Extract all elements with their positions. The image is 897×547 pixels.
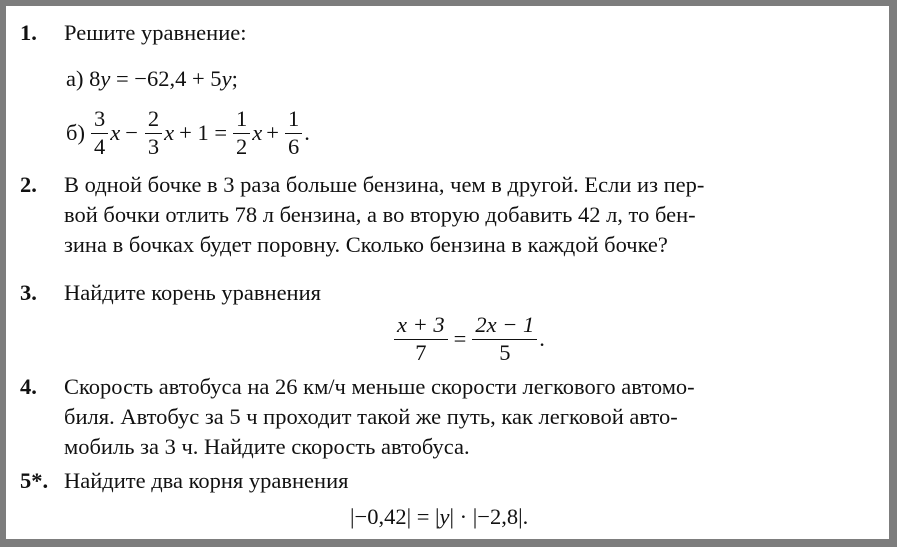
task-1b-x3: x [252, 120, 263, 145]
task-1a-var2: y [221, 66, 232, 91]
task-2-line-3: зина в бочках будет поровну. Сколько бензина в каждой бочке? [64, 232, 668, 257]
task-1b-fraction-4: $\frac{1}{6}$ [285, 108, 302, 158]
task-1b-fraction-2: $\frac{2}{3}$ [145, 108, 162, 158]
task-1b-fraction-1: $\frac{3}{4}$ [91, 108, 108, 158]
worksheet-page [6, 6, 889, 539]
task-1-number: 1. [20, 20, 37, 45]
task-5-eq-part2: | · |−2,8|. [449, 504, 529, 529]
task-4-line-1: Скорость автобуса на 26 км/ч меньше скорости легкового автомо- [64, 374, 695, 399]
task-1a-end: ; [231, 66, 238, 91]
task-2-line-1: В одной бочке в 3 раза больше бензина, чем в другой. Если из пер- [64, 172, 705, 197]
task-1b-equation [66, 108, 310, 158]
task-1b-fraction-3: $\frac{1}{2}$ [233, 108, 250, 158]
task-5-equation [350, 502, 528, 532]
task-1b-end: . [304, 120, 310, 145]
task-3-right-fraction: $\frac{2x - 1}{5}$ [472, 314, 537, 364]
task-5-eq-var: y [439, 504, 450, 529]
task-1b-x1: x [110, 120, 121, 145]
task-4-line-3: мобиль за 3 ч. Найдите скорость автобуса. [64, 434, 470, 459]
task-3-left-fraction: $\frac{x + 3}{7}$ [394, 314, 448, 364]
task-1a-equation [66, 64, 238, 94]
task-1a-var: y [100, 66, 111, 91]
task-4-text [64, 372, 884, 462]
task-2-text [64, 170, 884, 260]
task-1b-minus: − [125, 120, 138, 145]
task-5-number: 5*. [20, 468, 49, 493]
task-5-eq-part1: |−0,42| = | [350, 504, 440, 529]
task-1b-x2: x [164, 120, 175, 145]
task-1a-rest: = −62,4 + 5 [110, 66, 222, 91]
task-1b-label: б) [66, 120, 85, 145]
task-1a-coef: 8 [89, 66, 101, 91]
task-3-text: Найдите корень уравнения [64, 280, 321, 305]
task-3-number: 3. [20, 280, 37, 305]
task-1a-label: а) [66, 66, 84, 91]
task-1b-plus1: + 1 = [179, 120, 228, 145]
task-1b-plus2: + [266, 120, 279, 145]
task-3-end: . [539, 326, 545, 351]
task-3-equals: = [453, 326, 467, 351]
task-5-text: Найдите два корня уравнения [64, 468, 349, 493]
task-2-number: 2. [20, 172, 37, 197]
task-2-line-2: вой бочки отлить 78 л бензина, а во вторую добавить 42 л, то бен- [64, 202, 696, 227]
task-4-number: 4. [20, 374, 37, 399]
task-1-text: Решите уравнение: [64, 20, 247, 45]
task-3-equation [392, 312, 545, 366]
task-4-line-2: биля. Автобус за 5 ч проходит такой же путь, как легковой авто- [64, 404, 678, 429]
